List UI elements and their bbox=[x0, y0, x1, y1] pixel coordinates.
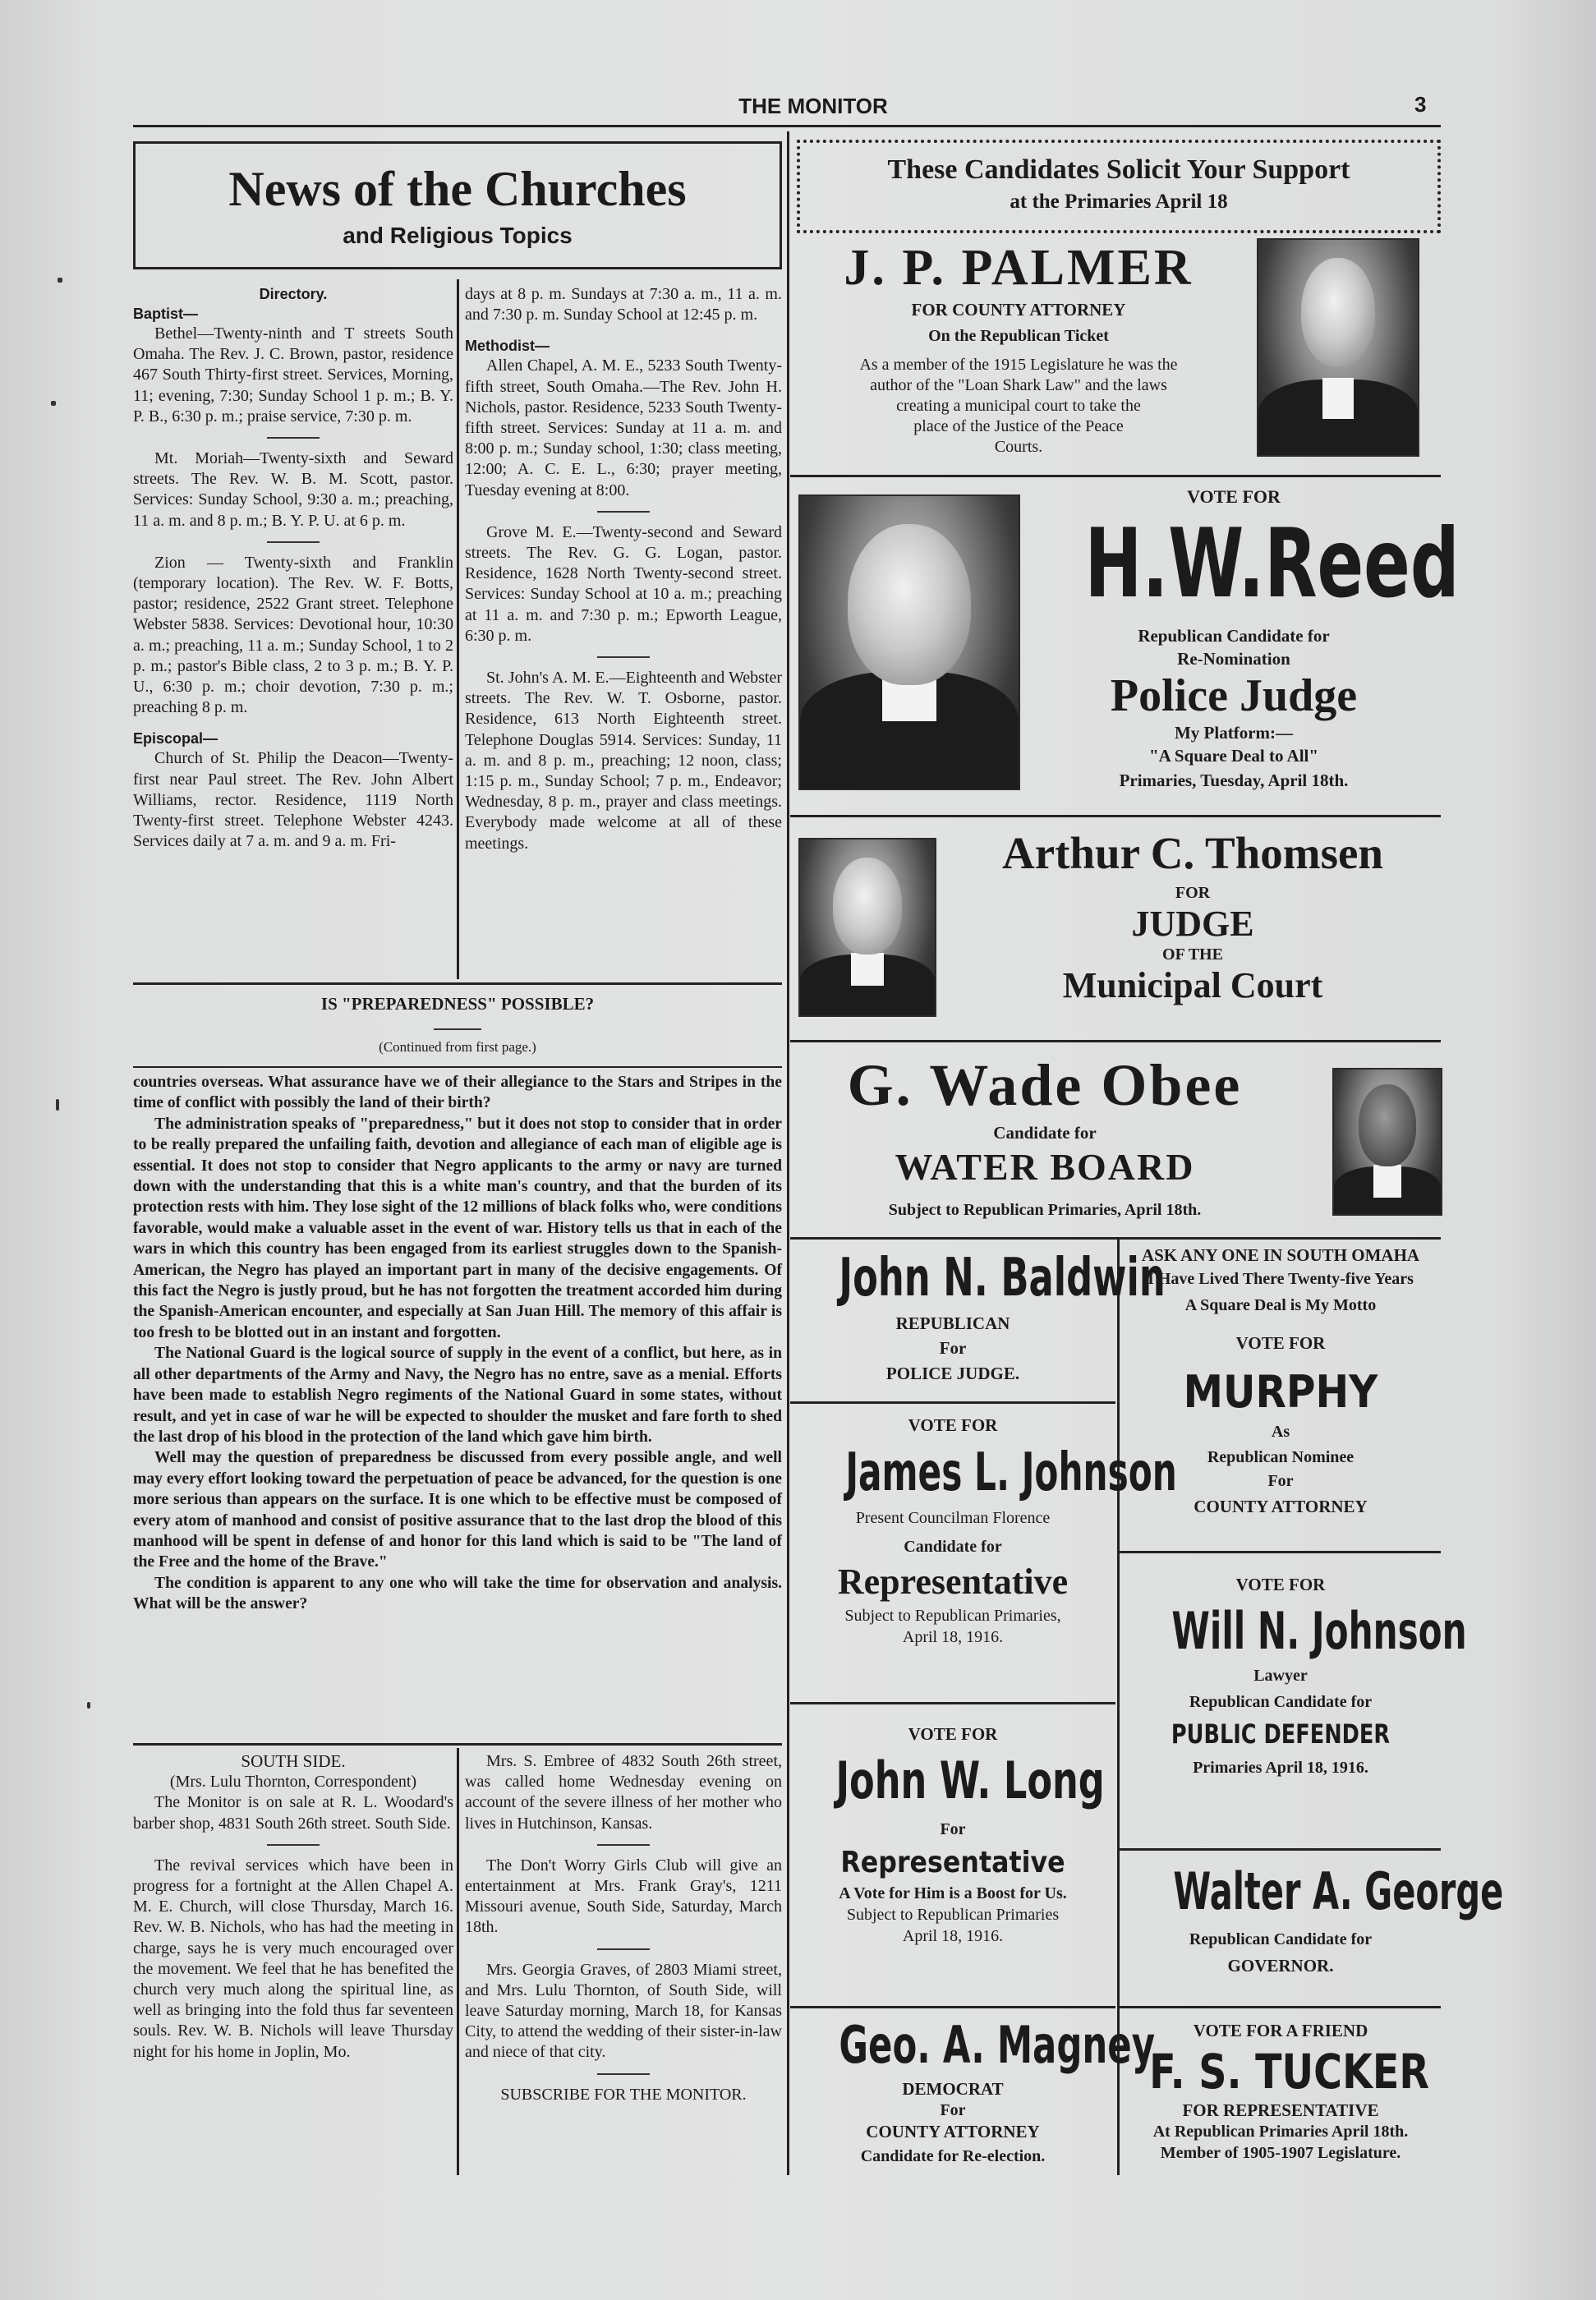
churches-title: News of the Churches bbox=[228, 162, 687, 216]
margin-speck bbox=[56, 1099, 59, 1111]
george-name: Walter A. George bbox=[1173, 1861, 1504, 1921]
magney-party: DEMOCRAT bbox=[902, 2079, 1004, 2099]
church-listing: Mt. Moriah—Twenty-sixth and Seward streets. The Rev. W. B. M. Scott, pastor. Services: Sunday School, 9:30 a. m.; preaching, 11 a. m. and 8 p. m.; B. Y. P. U. at 6 p. m. bbox=[133, 449, 453, 530]
obee-portrait bbox=[1332, 1068, 1442, 1216]
jljohnson-present: Present Councilman Florence bbox=[855, 1509, 1051, 1527]
jljohnson-subject1: Subject to Republican Primaries, bbox=[844, 1607, 1061, 1625]
article-rule bbox=[133, 982, 782, 985]
reed-motto: "A Square Deal to All" bbox=[1148, 746, 1319, 766]
murphy-ad bbox=[1120, 1244, 1441, 1520]
ad-rule bbox=[1119, 2006, 1441, 2008]
ad-rule bbox=[790, 1040, 1441, 1042]
palmer-office: FOR COUNTY ATTORNEY bbox=[911, 300, 1126, 320]
subscribe-note: SUBSCRIBE FOR THE MONITOR. bbox=[500, 2085, 747, 2104]
murphy-as: As bbox=[1271, 1423, 1290, 1441]
obee-line1: Candidate for bbox=[993, 1123, 1097, 1143]
jljohnson-subject2: April 18, 1916. bbox=[902, 1628, 1004, 1646]
thomsen-ad bbox=[945, 825, 1441, 1007]
wnjohnson-ad bbox=[1120, 1571, 1467, 1784]
palmer-text-line: Courts. bbox=[994, 438, 1043, 456]
south-side-byline: (Mrs. Lulu Thornton, Correspondent) bbox=[169, 1773, 417, 1792]
long-vote: VOTE FOR bbox=[908, 1724, 998, 1744]
preparedness-body bbox=[133, 1072, 782, 1615]
palmer-text-line: author of the "Loan Shark Law" and the laws bbox=[870, 376, 1167, 394]
jljohnson-office: Representative bbox=[837, 1562, 1069, 1602]
reed-platform: My Platform:— bbox=[1174, 723, 1294, 743]
tucker-office: FOR REPRESENTATIVE bbox=[1182, 2100, 1379, 2120]
thomsen-portrait bbox=[798, 838, 936, 1017]
baldwin-party: REPUBLICAN bbox=[895, 1313, 1010, 1333]
column-rule bbox=[457, 1748, 459, 2175]
george-ad bbox=[1120, 1858, 1504, 1978]
jljohnson-ad bbox=[790, 1411, 1177, 1648]
jljohnson-cand: Candidate for bbox=[904, 1538, 1002, 1556]
south-side-item: Mrs. S. Embree of 4832 South 26th street, was called home Wednesday evening on account of the severe illness of her mother who lives in Hutchinson, Kansas. bbox=[465, 1752, 782, 1833]
item-separator bbox=[267, 1844, 320, 1846]
south-side-column-1 bbox=[133, 1751, 453, 2063]
tucker-name: F. S. TUCKER bbox=[1149, 2044, 1430, 2100]
south-side-item: The revival services which have been in progress for a fortnight at the Allen Chapel A. M. E. Church, will close Thursday, March 16. Rev. W. B. Nichols, who has had the meeting in charge, says he is very much encouraged over the movement. We feel that he has benefited the church very much along the spiritual line, as well as bringing into the fold thus far seventeen souls. Rev. W. B. Nichols will leave Thursday night for his home in Joplin, Mo. bbox=[133, 1856, 453, 2061]
murphy-line2: I Have Lived There Twenty-five Years bbox=[1148, 1270, 1414, 1288]
reed-portrait bbox=[798, 494, 1020, 790]
baldwin-for: For bbox=[939, 1338, 967, 1358]
palmer-text-line: creating a municipal court to take the bbox=[896, 397, 1141, 415]
item-separator bbox=[597, 2073, 650, 2075]
preparedness-title: IS "PREPAREDNESS" POSSIBLE? bbox=[320, 994, 595, 1014]
wnjohnson-date: Primaries April 18, 1916. bbox=[1193, 1759, 1368, 1777]
tucker-member: Member of 1905-1907 Legislature. bbox=[1160, 2144, 1401, 2162]
palmer-name: J. P. PALMER bbox=[844, 240, 1194, 296]
margin-speck bbox=[87, 1702, 90, 1709]
item-separator bbox=[597, 1844, 650, 1846]
murphy-nominee: Republican Nominee bbox=[1207, 1448, 1355, 1466]
baldwin-office: POLICE JUDGE. bbox=[885, 1364, 1020, 1383]
reed-line2: Re-Nomination bbox=[1177, 649, 1290, 669]
thomsen-office1: JUDGE bbox=[1131, 904, 1254, 944]
churches-column-2 bbox=[465, 284, 782, 854]
ad-rule bbox=[790, 815, 1441, 817]
thomsen-office2: Municipal Court bbox=[1062, 965, 1323, 1005]
south-side-item: The Monitor is on sale at R. L. Woodard's barber shop, 4831 South 26th street. South Side. bbox=[133, 1793, 453, 1833]
listing-separator bbox=[267, 437, 320, 439]
church-listing: Zion — Twenty-sixth and Franklin (temporary location). The Rev. W. F. Botts, pastor; residence, 2522 Grant street. Telephone Webster 5838. Services: Devotional hour, 10:30 a. m.; preaching, 11 a. m.; Sunday School, 1 to 2 p. m.; pastor's Bible class, 2 to 3 p. m.; B. Y. P. U., 6:30 p. m.; choir devotion, 7:30 p. m.; preaching 8 p. m. bbox=[133, 553, 453, 717]
article-lead: countries overseas. What assurance have we of their allegiance to the Stars and Stripes in the time of conflict with possibly the land of their birth? bbox=[133, 1074, 782, 1112]
wnjohnson-name: Will N. Johnson bbox=[1171, 1601, 1467, 1661]
masthead-rule bbox=[133, 125, 1441, 127]
tucker-vote: VOTE FOR A FRIEND bbox=[1193, 2021, 1368, 2040]
murphy-line1: ASK ANY ONE IN SOUTH OMAHA bbox=[1141, 1245, 1420, 1265]
baldwin-name: John N. Baldwin bbox=[839, 1248, 1166, 1309]
murphy-line3: A Square Deal is My Motto bbox=[1184, 1296, 1377, 1314]
obee-subject: Subject to Republican Primaries, April 18th. bbox=[888, 1201, 1202, 1219]
long-line1: A Vote for Him is a Boost for Us. bbox=[839, 1884, 1067, 1902]
magney-ad bbox=[790, 2012, 1156, 2170]
church-listing: Allen Chapel, A. M. E., 5233 South Twenty-fifth street, South Omaha.—The Rev. John H. Nichols, pastor. Residence, 5233 South Twenty-fifth street. Services: Sunday at 11 a. m. and 8:00 p. m.; Sunday school, 1:30; class meeting, 12:00; A. C. E. L., 6:30; prayer meeting, Tuesday evening at 8:00. bbox=[465, 356, 782, 499]
tucker-at: At Republican Primaries April 18th. bbox=[1152, 2123, 1409, 2141]
article-rule bbox=[133, 1743, 782, 1746]
ad-rule bbox=[1119, 1848, 1441, 1851]
magney-name: Geo. A. Magney bbox=[839, 2015, 1156, 2075]
church-listing: St. John's A. M. E.—Eighteenth and Webster streets. The Rev. W. T. Osborne, pastor. Residence, 613 North Eighteenth street. Telephone Douglas 5914. Services: Sunday, 11 a. m. and 8 p. m., preaching; 12 noon, class; 1:15 p. m., Sunday School; 7 p. m., Endeavor; Wednesday, 8 p. m., prayer and class meetings. Everybody made welcome at all of these meetings. bbox=[465, 669, 782, 853]
long-line2: Subject to Republican Primaries bbox=[846, 1906, 1060, 1924]
murphy-office: COUNTY ATTORNEY bbox=[1194, 1497, 1368, 1516]
palmer-portrait bbox=[1257, 238, 1419, 457]
wnjohnson-cand: Republican Candidate for bbox=[1189, 1693, 1373, 1711]
church-listing: Church of St. Philip the Deacon—Twenty-first near Paul street. The Rev. John Albert Williams, rector. Residence, 1119 North Twenty-first street. Telephone Webster 4243. Services daily at 7 a. m. and 9 a. m. Fri- bbox=[133, 749, 453, 851]
ad-rule bbox=[790, 1702, 1115, 1704]
thomsen-of: OF THE bbox=[1162, 945, 1223, 964]
page-column-rule bbox=[787, 131, 789, 2175]
listing-separator bbox=[267, 541, 320, 543]
palmer-text bbox=[797, 355, 1240, 458]
banner-line1: These Candidates Solicit Your Support bbox=[887, 154, 1350, 185]
thomsen-for: FOR bbox=[1175, 884, 1211, 902]
margin-speck bbox=[51, 401, 56, 406]
palmer-ticket: On the Republican Ticket bbox=[928, 327, 1109, 345]
margin-speck bbox=[57, 278, 62, 283]
south-side-title: SOUTH SIDE. bbox=[241, 1751, 346, 1771]
long-ad bbox=[790, 1722, 1115, 1947]
page-number: 3 bbox=[1414, 92, 1427, 117]
reed-line1: Republican Candidate for bbox=[1138, 626, 1330, 646]
article-rule bbox=[133, 1066, 782, 1068]
reed-vote: VOTE FOR bbox=[1187, 486, 1281, 507]
listing-separator bbox=[597, 511, 650, 513]
murphy-name: MURPHY bbox=[1183, 1366, 1378, 1418]
george-office: GOVERNOR. bbox=[1227, 1956, 1334, 1976]
continued-note: (Continued from first page.) bbox=[379, 1039, 536, 1055]
column-rule bbox=[457, 279, 459, 979]
obee-name: G. Wade Obee bbox=[847, 1052, 1243, 1118]
palmer-text-line: As a member of the 1915 Legislature he was the bbox=[859, 356, 1178, 374]
denomination-heading: Methodist— bbox=[465, 338, 550, 355]
article-paragraph: The condition is apparent to any one who will take the time for observation and analysis. What will be the answer? bbox=[133, 1574, 782, 1613]
churches-subtitle: and Religious Topics bbox=[343, 223, 573, 248]
reed-name: H.W.Reed bbox=[1084, 508, 1460, 619]
directory-label: Directory. bbox=[259, 286, 328, 302]
denomination-heading: Episcopal— bbox=[133, 730, 218, 748]
church-listing: Bethel—Twenty-ninth and T streets South Omaha. The Rev. J. C. Brown, pastor, residence 467 South Thirty-first street. Services, Morning, 11; evening, 7:30; Sunday School 1 p. m.; B. Y. P. B., 6:30 p. m.; praise service, 7:30 p. m. bbox=[133, 324, 453, 426]
ad-rule bbox=[1119, 1551, 1441, 1553]
jljohnson-name: James L. Johnson bbox=[845, 1442, 1177, 1503]
listing-gap bbox=[133, 718, 453, 729]
obee-office: WATER BOARD bbox=[895, 1146, 1195, 1188]
murphy-for: For bbox=[1267, 1472, 1294, 1490]
baldwin-ad bbox=[790, 1245, 1166, 1387]
palmer-text-line: place of the Justice of the Peace bbox=[913, 417, 1124, 435]
magney-for: For bbox=[940, 2101, 966, 2119]
listing-gap bbox=[465, 325, 782, 336]
article-paragraph: The National Guard is the logical source of supply in the event of a conflict, but here, as in all other departments of the Army and Navy, the Negro has no entre, save as a menial. Efforts have been made to establish Negro regiments of the National Guard in some states, without result, and yet in case of war he will be expected to shoulder the musket and fare forth to shed the last drop of his blood in the protection of the land which gave him birth. bbox=[133, 1345, 782, 1446]
magney-office: COUNTY ATTORNEY bbox=[866, 2122, 1040, 2141]
palmer-ad bbox=[797, 238, 1240, 458]
ad-rule bbox=[790, 1401, 1115, 1404]
ad-rule bbox=[790, 2006, 1115, 2008]
masthead-title: THE MONITOR bbox=[738, 94, 888, 118]
wnjohnson-office: PUBLIC DEFENDER bbox=[1171, 1718, 1391, 1750]
magney-reelect: Candidate for Re-election. bbox=[860, 2147, 1046, 2165]
south-side-item: The Don't Worry Girls Club will give an entertainment at Mrs. Frank Gray's, 1211 Missouri avenue, South Side, Saturday, March 18th. bbox=[465, 1856, 782, 1937]
murphy-vote: VOTE FOR bbox=[1235, 1333, 1326, 1353]
south-side-item: Mrs. Georgia Graves, of 2803 Miami street, and Mrs. Lulu Thornton, of South Side, will leave Saturday morning, March 18, for Kansas City, to attend the wedding of their sister-in-law and niece of that city. bbox=[465, 1960, 782, 2062]
tucker-ad bbox=[1120, 2017, 1441, 2164]
listing-separator bbox=[597, 656, 650, 658]
reed-office: Police Judge bbox=[1110, 670, 1358, 721]
george-cand: Republican Candidate for bbox=[1189, 1930, 1373, 1948]
long-office: Representative bbox=[840, 1846, 1065, 1879]
banner-line2: at the Primaries April 18 bbox=[1010, 191, 1228, 213]
reed-ad bbox=[1027, 483, 1460, 792]
wnjohnson-title: Lawyer bbox=[1253, 1667, 1308, 1685]
article-paragraph: Well may the question of preparedness be discussed from every possible angle, and well may every effort looking toward the perpetuation of peace be advanced, for the question is one more serious than appears on the surface. It is one which to be effective must be composed of every atom of manhood and consist of positive assurance that to the last drop the blood of this manhood will be spent in defense of and honor for this land which is said to be "The land of the Free and the home of the Brave." bbox=[133, 1449, 782, 1571]
article-paragraph: The administration speaks of "preparedness," but it does not stop to consider that in order to be really prepared the unfailing faith, devotion and allegiance of each man of eligible age is essential. It does not stop to consider that Negro applicants to the army or navy are turned down with the understanding that this is a white man's country, and that the burden of its protection rests with him. They lose sight of the 12 millions of black folks who, were conditions favorable, would make a valuable asset in the event of war. History tells us that in each of the wars in which this country has been engaged from its earliest struggles down to the Spanish-American, the Negro has played an important part in many of the decisive engagements. Of this fact the Negro is justly proud, but he has not forgotten the treatment accorded him during the Spanish-American encounter, and especially at San Juan Hill. The memory of this affair is too fresh to be blotted out in an instant and forgotten. bbox=[133, 1115, 782, 1341]
wnjohnson-vote: VOTE FOR bbox=[1235, 1575, 1326, 1594]
thomsen-name: Arthur C. Thomsen bbox=[1001, 828, 1383, 878]
ad-rule bbox=[790, 1237, 1441, 1240]
jljohnson-vote: VOTE FOR bbox=[908, 1415, 998, 1435]
churches-heading-box bbox=[133, 141, 782, 269]
reed-date: Primaries, Tuesday, April 18th. bbox=[1119, 770, 1349, 790]
item-separator bbox=[597, 1948, 650, 1950]
long-name: John W. Long bbox=[835, 1750, 1105, 1810]
church-listing: Grove M. E.—Twenty-second and Seward streets. The Rev. G. G. Logan, pastor. Residence, 1628 North Twenty-second street. Services: Sunday School at 10 a. m.; preaching at 11 a. m. and 7:30 p. m.; Epworth League, 6:30 p. m. bbox=[465, 522, 782, 645]
south-side-column-2 bbox=[465, 1751, 782, 2105]
churches-column-1 bbox=[133, 284, 453, 852]
denomination-heading: Baptist— bbox=[133, 306, 199, 322]
long-for: For bbox=[940, 1820, 966, 1838]
long-line3: April 18, 1916. bbox=[902, 1927, 1004, 1945]
ad-rule bbox=[790, 475, 1441, 477]
church-listing: days at 8 p. m. Sundays at 7:30 a. m., 11 a. m. and 7:30 p. m. Sunday School at 12:45 p. m. bbox=[465, 285, 782, 324]
title-underline bbox=[434, 1028, 481, 1030]
obee-ad bbox=[790, 1048, 1299, 1224]
banner-box bbox=[797, 140, 1441, 233]
